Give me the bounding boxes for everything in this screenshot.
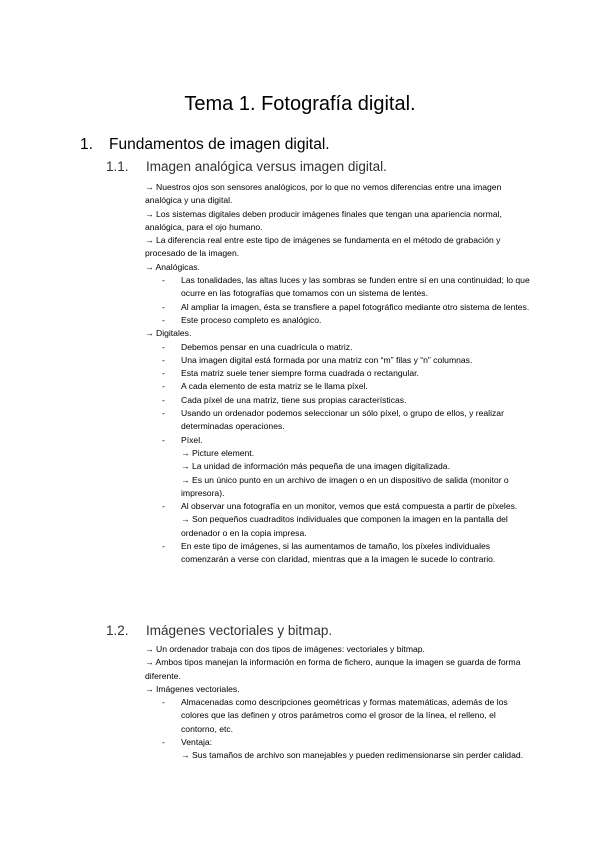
document-title: Tema 1. Fotografía digital. bbox=[184, 93, 416, 115]
list-item-pixel: - Píxel. → Picture element. → La unidad de información más pequeña de una imagen digitalizada. → Es un único punto en un archivo de imagen o en un dispositivo de salida (monitor o impresora). bbox=[162, 434, 509, 498]
list-item: - Almacenadas como descripciones geométricas y formas matemáticas, además de los colores que las definen y otros parámetros como el grosor de la línea, el relleno, el contorno, etc. bbox=[162, 697, 508, 734]
list-item: - Este proceso completo es analógico. bbox=[162, 314, 322, 325]
list-item: - Las tonalidades, las altas luces y las sombras se funden entre sí en una continuidad; lo que ocurre en las fotografías que tomamos con un sistema de lentes. bbox=[162, 275, 530, 299]
paragraph: → Los sistemas digitales deben producir imágenes finales que tengan una apariencia normal, analógica, para el ojo humano. bbox=[145, 208, 502, 232]
paragraph: → Ambos tipos manejan la información en forma de fichero, aunque la imagen se guarda de forma diferente. bbox=[145, 657, 521, 681]
list-item: - Una imagen digital está formada por una matriz con “m” filas y “n” columnas. bbox=[162, 354, 473, 365]
list-item: - Cada píxel de una matriz, tiene sus propias características. bbox=[162, 394, 407, 405]
digital-heading: → Digitales. bbox=[145, 328, 192, 339]
list-item: - Esta matriz suele tener siempre forma cuadrada o rectangular. bbox=[162, 368, 419, 379]
analog-heading: → Analógicas. bbox=[145, 261, 200, 272]
subsection-1-2-body bbox=[145, 643, 530, 763]
section-title: Fundamentos de imagen digital. bbox=[109, 136, 330, 153]
section-number: 1. bbox=[80, 136, 93, 153]
list-item: - En este tipo de imágenes, si las aumentamos de tamaño, los píxeles individuales comenzarán a verse con claridad, mientras que a la imagen le sucede lo contrario. bbox=[162, 541, 496, 565]
list-item: - Debemos pensar en una cuadrícula o matriz. bbox=[162, 341, 353, 352]
vector-heading: → Imágenes vectoriales. bbox=[145, 683, 240, 694]
subsection-number: 1.1. bbox=[106, 159, 129, 174]
subsection-number: 1.2. bbox=[106, 623, 129, 638]
subsection-title: Imagen analógica versus imagen digital. bbox=[146, 159, 387, 174]
list-item-monitor: - Al observar una fotografía en un monitor, vemos que está compuesta a partir de píxeles. → Son pequeños cuadraditos individuales que componen la imagen en la pantalla del ordenador o en la copia impresa. bbox=[162, 501, 518, 538]
list-item: - Usando un ordenador podemos seleccionar un sólo píxel, o grupo de ellos, y realizar determinadas operaciones. bbox=[162, 408, 504, 432]
list-item: - Al ampliar la imagen, ésta se transfiere a papel fotográfico mediante otro sistema de lentes. bbox=[162, 301, 530, 312]
paragraph: → Nuestros ojos son sensores analógicos, por lo que no vemos diferencias entre una imagen analógica y una digital. bbox=[145, 182, 502, 206]
subsection-heading-1-2 bbox=[106, 622, 332, 640]
section-heading-1 bbox=[80, 134, 330, 156]
list-item-advantage: - Ventaja: → Sus tamaños de archivo son manejables y pueden redimensionarse sin perder calidad. bbox=[162, 737, 524, 761]
paragraph: → Un ordenador trabaja con dos tipos de imágenes: vectoriales y bitmap. bbox=[145, 644, 425, 654]
paragraph: → La diferencia real entre este tipo de imágenes se fundamenta en el método de grabación y procesado de la imagen. bbox=[145, 235, 501, 259]
subsection-1-1-body bbox=[145, 181, 530, 567]
list-item: - A cada elemento de esta matriz se le llama píxel. bbox=[162, 381, 368, 392]
subsection-heading-1-1 bbox=[106, 158, 387, 176]
subsection-title: Imágenes vectoriales y bitmap. bbox=[146, 623, 333, 638]
